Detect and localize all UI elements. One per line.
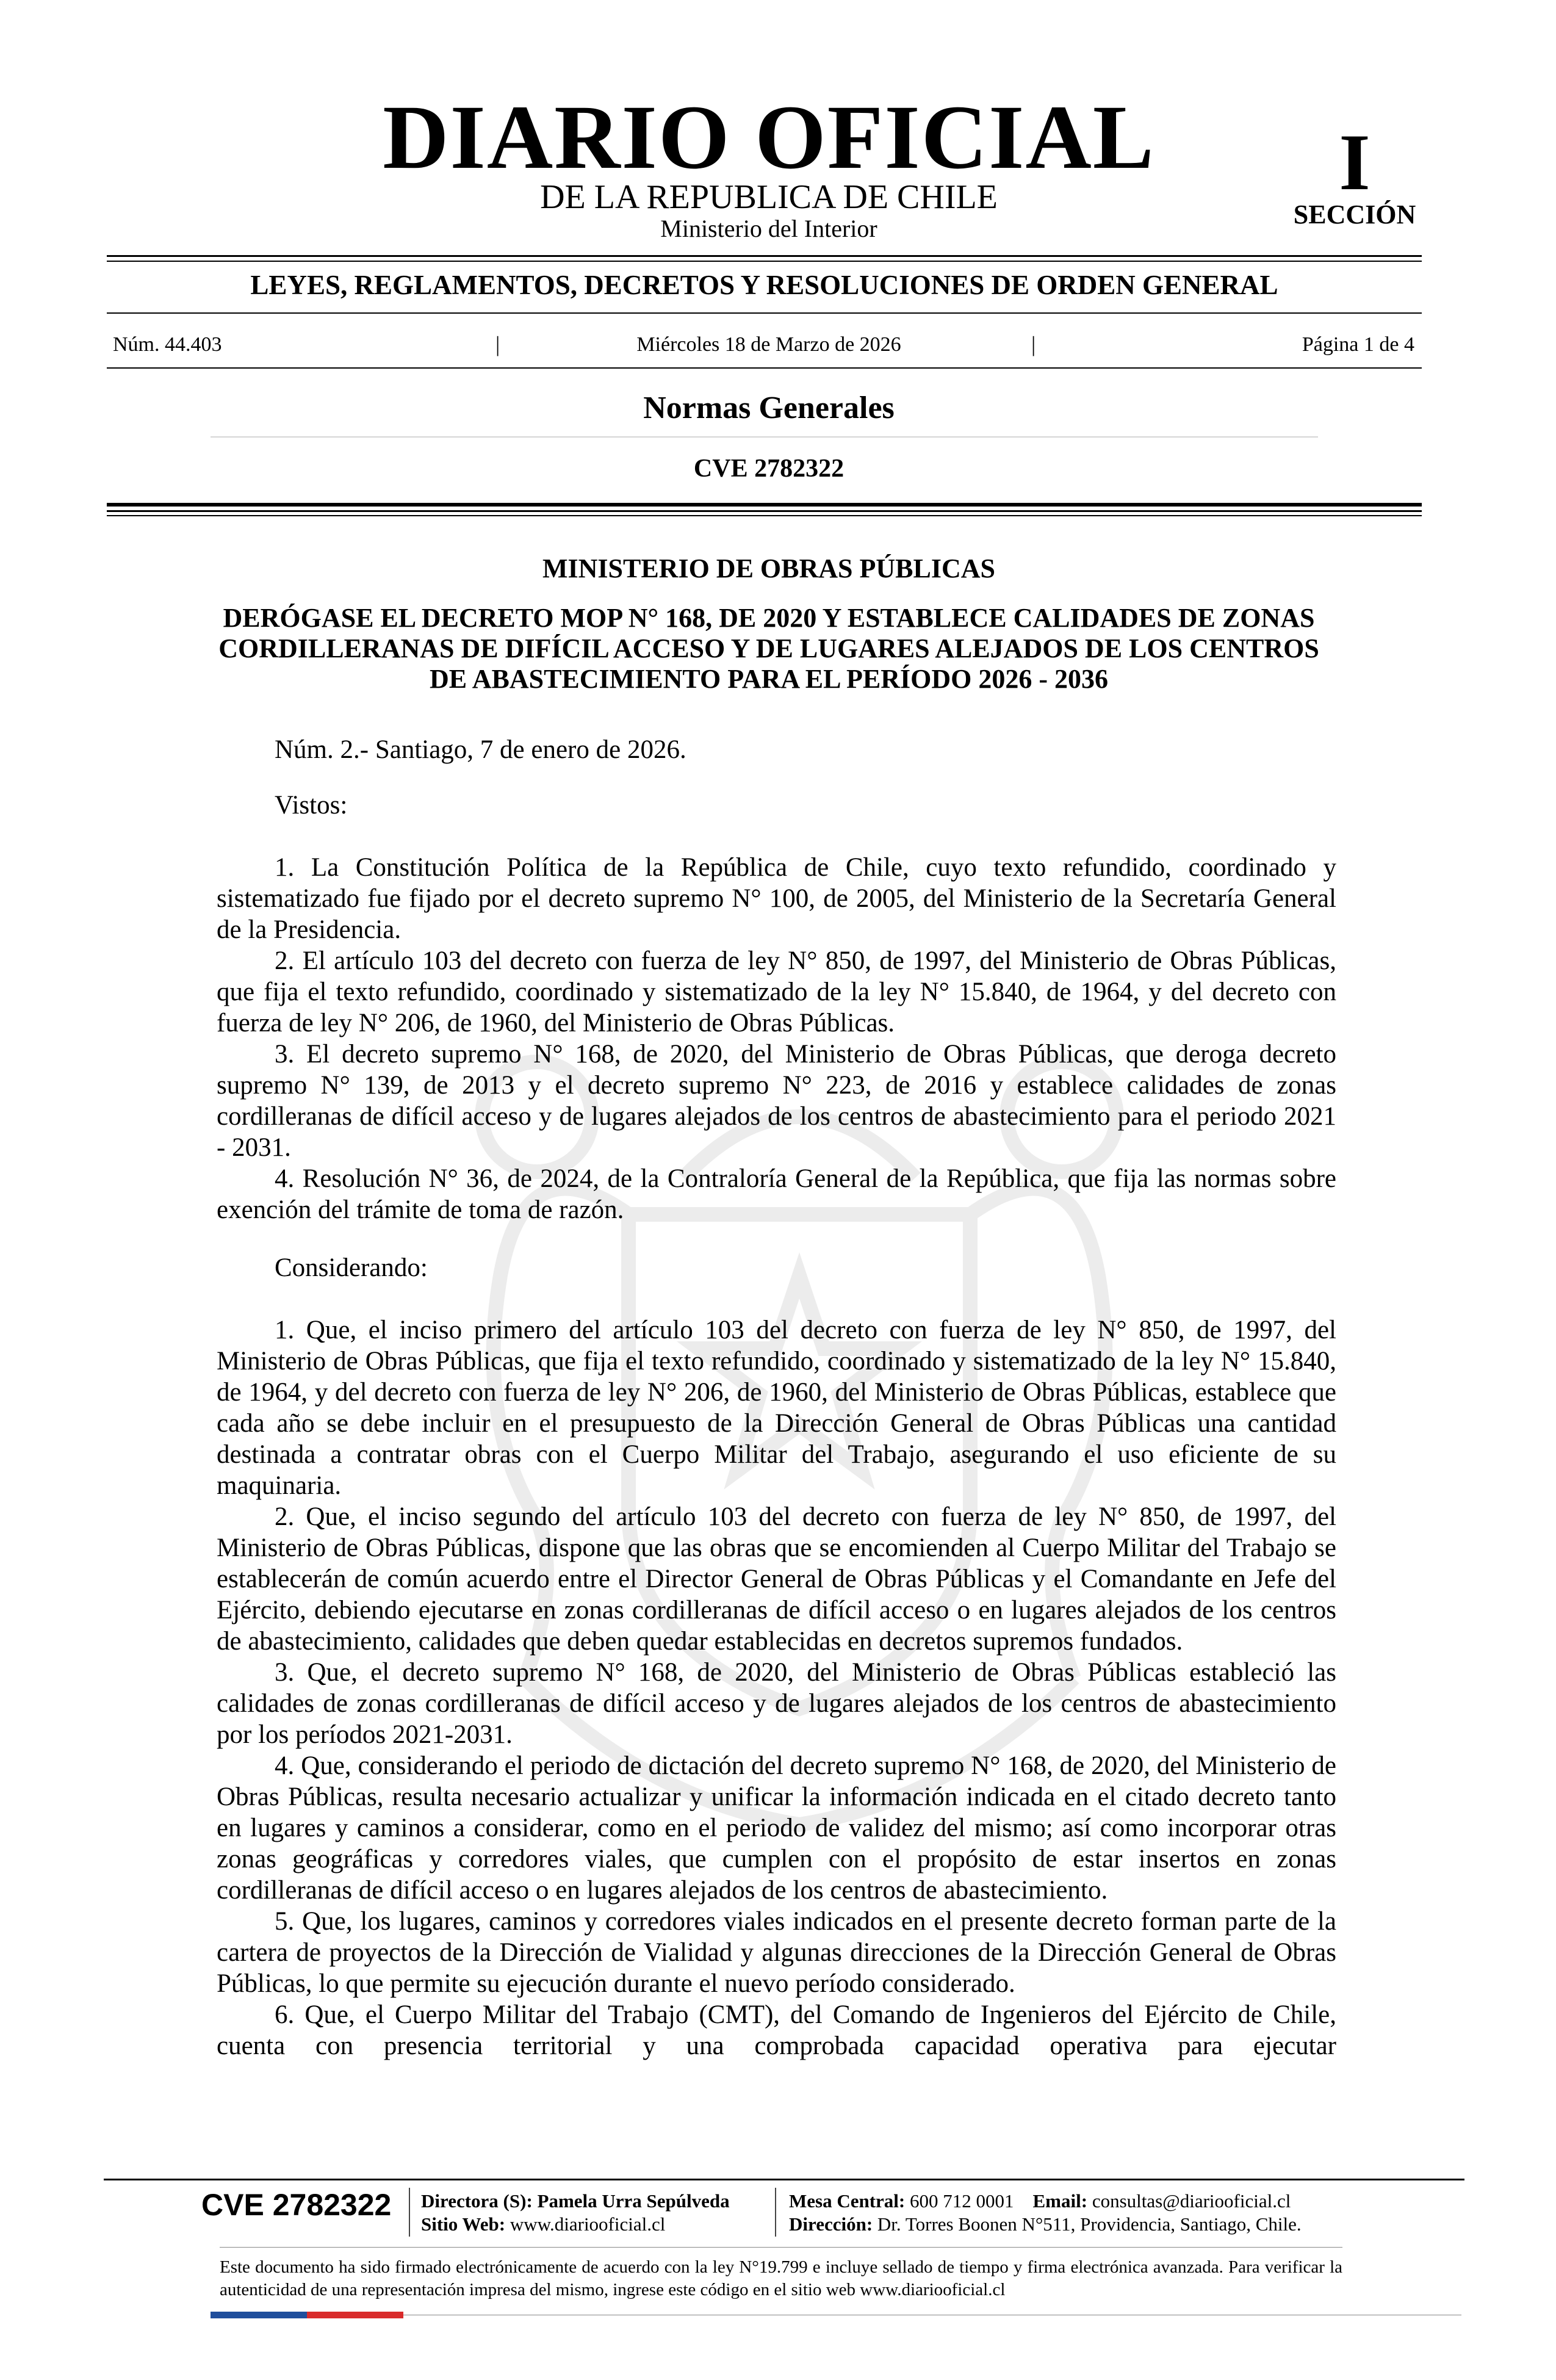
footer-verification-note: Este documento ha sido firmado electrónicamente de acuerdo con la ley N°19.799 e incluye sellado de tiempo y firma electrónica avanzada. Para verificar la autenticidad de una representación impresa del mismo, ingrese este código en el sitio web www.diariooficial.cl [220, 2257, 1342, 2299]
director-name: Pamela Urra Sepúlveda [537, 2190, 730, 2212]
header-rule [107, 510, 1422, 512]
issue-rule-bottom [107, 367, 1422, 369]
footer-contact-left [421, 2190, 730, 2236]
masthead-rule-top [107, 255, 1422, 257]
category-heading: LEYES, REGLAMENTOS, DECRETOS Y RESOLUCIONES DE ORDEN GENERAL [250, 270, 1278, 300]
considerando-item: 3. Que, el decreto supremo N° 168, de 2020, del Ministerio de Obras Públicas estableció las calidades de zonas cordilleranas de difícil acceso y de lugares alejados de los centros de abastecimiento por los períodos 2021-2031. [217, 1658, 1336, 1749]
email-label: Email: [1032, 2190, 1088, 2212]
footer-divider [775, 2188, 776, 2237]
footer-rule-mid [220, 2247, 1342, 2248]
considerando-item: 1. Que, el inciso primero del artículo 103 del decreto con fuerza de ley N° 850, de 1997, del Ministerio de Obras Públicas, que fija el texto refundido, coordinado y sistematizado de la ley N° 15.840, de 1964, y del decreto con fuerza de ley N° 206, de 1960, del Ministerio de Obras Públicas, establece que cada año se debe incluir en el presupuesto de la Dirección General de Obras Públicas una cantidad destinada a contratar obras con el Cuerpo Militar del Trabajo, asegurando el uso eficiente de su maquinaria. [217, 1316, 1336, 1500]
norm-type-title: Normas Generales [643, 391, 895, 425]
flag-stripe-red [307, 2312, 403, 2318]
header-thin-rule [107, 515, 1422, 516]
director-label: Directora (S): [421, 2190, 533, 2212]
flag-stripe-blue [211, 2312, 307, 2318]
issue-number: Núm. 44.403 [113, 333, 222, 356]
considerando-item: 2. Que, el inciso segundo del artículo 103 del decreto con fuerza de ley N° 850, de 1997, del Ministerio de Obras Públicas, dispone que las obras que se encomienden al Cuerpo Militar del Trabajo se establecerán de común acuerdo entre el Director General de Obras Públicas y el Comandante en Jefe del Ejército, debiendo ejecutarse en zonas cordilleranas de difícil acceso o en lugares alejados de los centros de abastecimiento, calidades que deben quedar establecidas en decretos supremos fundados. [217, 1502, 1336, 1656]
address-value: Dr. Torres Boonen N°511, Providencia, Santiago, Chile. [877, 2213, 1302, 2235]
vistos-label: Vistos: [275, 791, 348, 820]
vistos-list [217, 852, 1336, 1225]
issue-rule-top [107, 312, 1422, 314]
considerando-item: 4. Que, considerando el periodo de dictación del decreto supremo N° 168, de 2020, del Ministerio de Obras Públicas, resulta necesario actualizar y unificar la información indicada en el citado decreto tanto en lugares y caminos a considerar, como en el periodo de validez del mismo; así como incorporar otras zonas geográficas y corredores viales, que cumplen con el propósito de estar insertos en zonas cordilleranas de difícil acceso o en lugares alejados de los centros de abastecimiento. [217, 1751, 1336, 1905]
vistos-item: 1. La Constitución Política de la República de Chile, cuyo texto refundido, coordinado y sistematizado fue fijado por el decreto supremo N° 100, de 2005, del Ministerio de la Secretaría General de la Presidencia. [217, 853, 1336, 944]
considerando-item: 5. Que, los lugares, caminos y corredores viales indicados en el presente decreto forman parte de la cartera de proyectos de la Dirección de Vialidad y algunas direcciones de la Dirección General de Obras Públicas, lo que permite su ejecución durante el nuevo período considerado. [217, 1907, 1336, 1998]
web-link[interactable]: www.diariooficial.cl [510, 2213, 666, 2235]
footer-contact-right [789, 2190, 1302, 2236]
considerando-list [217, 1314, 1336, 2061]
header-heavy-rule [107, 503, 1422, 507]
masthead-title: DIARIO OFICIAL [383, 87, 1155, 188]
vistos-item: 4. Resolución N° 36, de 2024, de la Contraloría General de la República, que fija las normas sobre exención del trámite de toma de razón. [217, 1164, 1336, 1224]
address-label: Dirección: [789, 2213, 873, 2235]
issue-page: Página 1 de 4 [1302, 333, 1414, 356]
footer-divider [409, 2188, 410, 2237]
vistos-item: 3. El decreto supremo N° 168, de 2020, del Ministerio de Obras Públicas, que deroga decreto supremo N° 139, de 2013 y el decreto supremo N° 223, de 2016 y establece calidades de zonas cordilleranas de difícil acceso y de lugares alejados de los centros de abastecimiento para el periodo 2021 - 2031. [217, 1040, 1336, 1162]
issue-separator: | [495, 332, 500, 356]
decree-title: DERÓGASE EL DECRETO MOP N° 168, DE 2020 Y ESTABLECE CALIDADES DE ZONAS CORDILLERANAS DE DIFÍCIL ACCESO Y DE LUGARES ALEJADOS DE LOS CENTROS DE ABASTECIMIENTO PARA EL PERÍODO 2026 - 2036 [218, 603, 1319, 694]
issue-date: Miércoles 18 de Marzo de 2026 [636, 333, 901, 356]
considerando-item: 6. Que, el Cuerpo Militar del Trabajo (CMT), del Comando de Ingenieros del Ejército de Chile, cuenta con presencia territorial y una comprobada capacidad operativa para ejecutar [217, 2000, 1336, 2060]
web-label: Sitio Web: [421, 2213, 506, 2235]
masthead-subtitle: DE LA REPUBLICA DE CHILE [540, 178, 998, 216]
decree-number: Núm. 2.- Santiago, 7 de enero de 2026. [275, 735, 686, 764]
vistos-item: 2. El artículo 103 del decreto con fuerza de ley N° 850, de 1997, del Ministerio de Obras Públicas, que fija el texto refundido, coordinado y sistematizado de la ley N° 15.840, de 1964, y del decreto con fuerza de ley N° 206, de 1960, del Ministerio de Obras Públicas. [217, 947, 1336, 1037]
norm-type-divider [211, 436, 1318, 438]
phone-value: 600 712 0001 [910, 2190, 1014, 2212]
masthead-rule-bottom [107, 261, 1422, 262]
ministry-header: MINISTERIO DE OBRAS PÚBLICAS [542, 554, 996, 583]
considerando-label: Considerando: [275, 1253, 428, 1282]
issue-separator: | [1031, 332, 1036, 356]
section-number: I [1339, 117, 1371, 207]
footer-cve-code: CVE 2782322 [201, 2188, 392, 2222]
phone-label: Mesa Central: [789, 2190, 906, 2212]
footer-rule-top [104, 2179, 1464, 2180]
masthead-ministry: Ministerio del Interior [660, 215, 877, 242]
email-link[interactable]: consultas@diariooficial.cl [1092, 2190, 1291, 2212]
cve-code: CVE 2782322 [693, 455, 845, 483]
section-label: SECCIÓN [1293, 200, 1416, 229]
